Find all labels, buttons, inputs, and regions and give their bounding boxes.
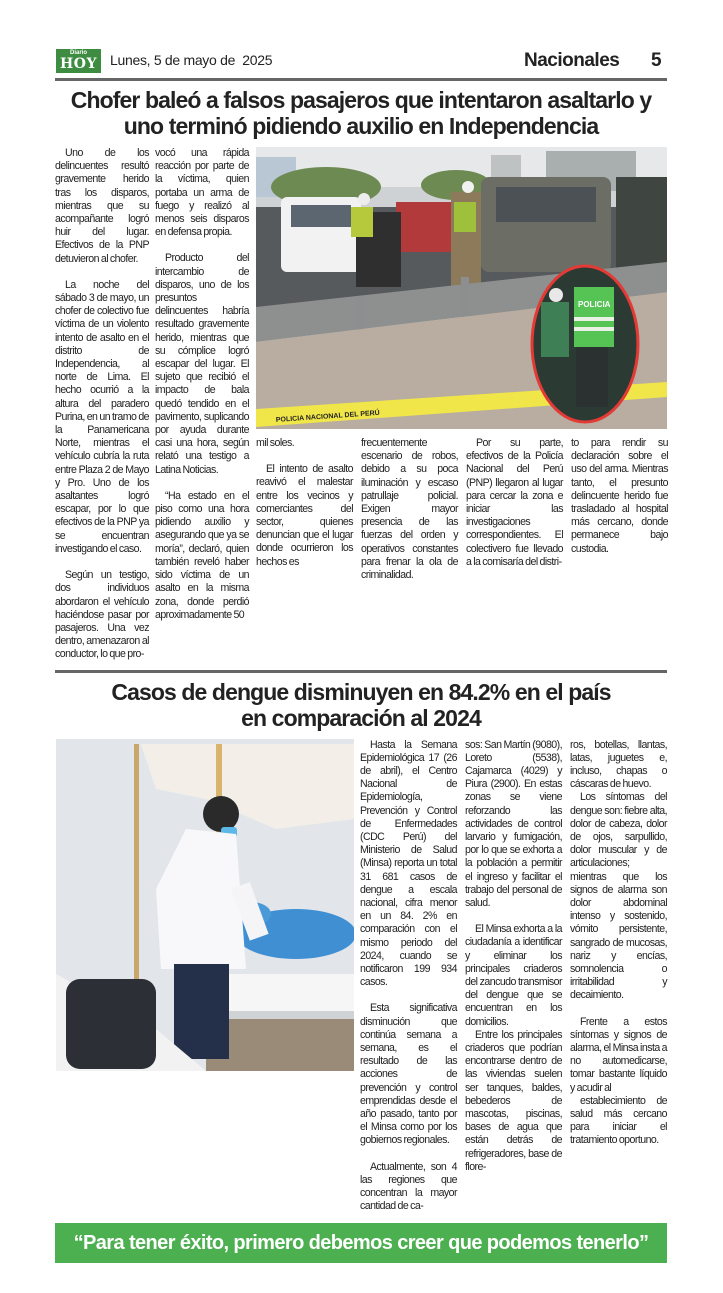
article1-photo-police-scene [256,147,667,429]
paragraph: Uno de los delincuentes resultó gravemente herido tras los disparos, mientras que su acompañante logró huir del lugar. Efectivos de la PNP detuvieron al chofer. [55,147,149,265]
paragraph: Los síntomas del dengue son: fiebre alta, dolor de cabeza, dolor de ojos, sarpullido, dolor muscular y de articulaciones; mientras que los signos de alarma son dolor abdominal intenso y sostenido, vómito persistente, sangrado de mucosas, nariz y encías, somnolencia o irritabilidad y decaimiento. [570,791,667,1002]
paragraph: La noche del sábado 3 de mayo, un chofer de colectivo fue víctima de un violento intento de asalto en el distrito de Independencia, al norte de Lima. El hecho ocurrió a la altura del paradero Purina, en un tramo de la Panamericana Norte, mientras el vehículo cubría la ruta entre Plaza 2 de Mayo y Pro. Uno de los asaltantes logró escapar, por lo que efectivos de la PNP ya se encuentran investigando el caso. [55,278,149,555]
paragraph: to para rendir su declaración sobre el uso del arma. Mientras tanto, el presunto delincuente herido fue trasladado al hospital más cercano, donde permanece bajo custodia. [571,437,668,555]
article1-column-4 [361,437,458,582]
vest-label: POLICIA [578,300,611,309]
paragraph: frecuentemente escenario de robos, debido a su poca iluminación y escaso patrullaje policial. Exigen mayor presencia de las fuerzas del orden y operativos constantes para frenar la ola de criminalidad. [361,437,458,582]
tape-text: POLICIA NACIONAL DEL PERÚ [275,409,380,424]
nurse-patient-illustration [56,739,354,1071]
newspaper-logo [56,49,101,73]
footer-quote-bar [55,1223,667,1263]
article1-headline-line2: uno terminó pidiendo auxilio en Independencia [123,113,599,139]
logo-small-text: Diario [69,50,87,56]
newspaper-page [55,0,667,1293]
article2-headline-line1: Casos de dengue disminuyen en 84.2% en el país [111,678,611,705]
paragraph: ros, botellas, llantas, latas, juguetes e, incluso, chapas o cáscaras de huevo. [570,738,667,791]
article1 [55,87,667,662]
footer-quote-text: “Para tener éxito, primero debemos creer que podemos tenerlo” [73,1232,649,1255]
article-divider [55,670,667,673]
masthead [55,47,667,75]
article2-headline [55,679,667,731]
article2-columns [360,739,667,1214]
paragraph: El intento de asalto reavivó el malestar entre los vecinos y comerciantes del sector, quienes denuncian que el lugar donde ocurrieron los hechos es [256,463,353,568]
paragraph: Producto del intercambio de disparos, uno de los presuntos delincuentes habría resultado gravemente herido, mientras que su cómplice logró escapar del lugar. El sujeto que recibió el impacto de bala quedó tendido en el pavimento, suplicando por ayuda durante casi una hora, según relató una testigo a Latina Noticias. [155,252,249,476]
paragraph: vocó una rápida reacción por parte de la víctima, quien portaba un arma de fuego y realizó al menos seis disparos en defensa propia. [155,147,249,239]
paragraph: mil soles. [256,437,295,449]
paragraph: Esta significativa disminución que continúa semana a semana, es el resultado de las acciones de prevención y control emprendidas desde el año pasado, tanto por el Minsa como por los gobiernos regionales. [360,1002,457,1147]
article1-column-6 [571,437,668,582]
article2-column-3 [570,739,667,1214]
article1-column-3 [256,437,353,582]
paragraph: Según un testigo, dos individuos abordaron el vehículo haciéndose pasar por pasajeros. Una vez dentro, amenazaron al conductor, lo que pro- [55,569,149,661]
article2-column-1 [360,739,457,1214]
article2-column-2 [465,739,562,1214]
paragraph: Actualmente, son 4 las regiones que concentran la mayor cantidad de ca- [360,1160,457,1213]
paragraph: establecimiento de salud más cercano para iniciar el tratamiento oportuno. [570,1094,667,1147]
issue-date: Lunes, 5 de mayo de 2025 [110,52,273,68]
paragraph: Por su parte, efectivos de la Policía Nacional del Perú (PNP) llegaron al lugar para cercar la zona e iniciar las investigaciones correspondientes. El colectivero fue llevado a la comisaría del distri- [466,437,563,568]
article1-column-1 [55,147,149,662]
article1-left-columns [55,147,249,662]
article2-photo-nurse [56,739,354,1071]
article1-bottom-columns [256,437,667,582]
article2-headline-line2: en comparación al 2024 [241,704,481,731]
article1-top-block [55,147,667,662]
paragraph: El Minsa exhorta a la ciudadanía a identificar y eliminar los principales criaderos del zancudo transmisor del dengue que se encuentran en los domicilios. [465,923,562,1028]
paragraph: Frente a estos síntomas y signos de alarma, el Minsa insta a no automedicarse, tomar bastante líquido y acudir al [570,1015,667,1094]
header-rule [55,78,667,81]
paragraph: Hasta la Semana Epidemiológica 17 (26 de abril), el Centro Nacional de Epidemiología, Prevención y Control de Enfermedades (CDC Perú) del Ministerio de Salud (Minsa) reporta un total 31 681 casos de dengue a escala nacional, cifra menor en un 84. 2% en comparación con el mismo periodo del 2024, cuando se notificaron 199 934 casos. [360,738,457,989]
section-name: Nacionales [524,50,620,71]
article1-column-2 [155,147,249,662]
police-scene-illustration [256,147,667,429]
page-number: 5 [651,50,662,71]
article2-body [55,739,667,1214]
article2 [55,679,667,1214]
article1-headline-line1: Chofer baleó a falsos pasajeros que intentaron asaltarlo y [70,87,652,113]
paragraph: Entre los principales criaderos que podrían encontrarse dentro de las viviendas suelen ser tanques, baldes, bebederos de mascotas, piscinas, bases de agua que están detrás de refrigeradores, base de flore- [465,1028,562,1173]
article1-right-block [256,147,667,582]
article1-column-5 [466,437,563,582]
paragraph: “Ha estado en el piso como una hora pidiendo auxilio y asegurando que ya se moría”, declaró, quien también reveló haber sido víctima de un asalto en la misma zona, donde perdió aproximadamente 50 [155,489,249,621]
article1-headline [55,87,667,139]
logo-big-text: HOY [60,56,97,72]
paragraph: sos: San Martín (9080), Loreto (5538), Cajamarca (4029) y Piura (2900). En estas zonas se viene reforzando las actividades de control larvario y fumigación, por lo que se exhorta a la población a permitir el ingreso y facilitar el trabajo del personal de salud. [465,738,562,909]
